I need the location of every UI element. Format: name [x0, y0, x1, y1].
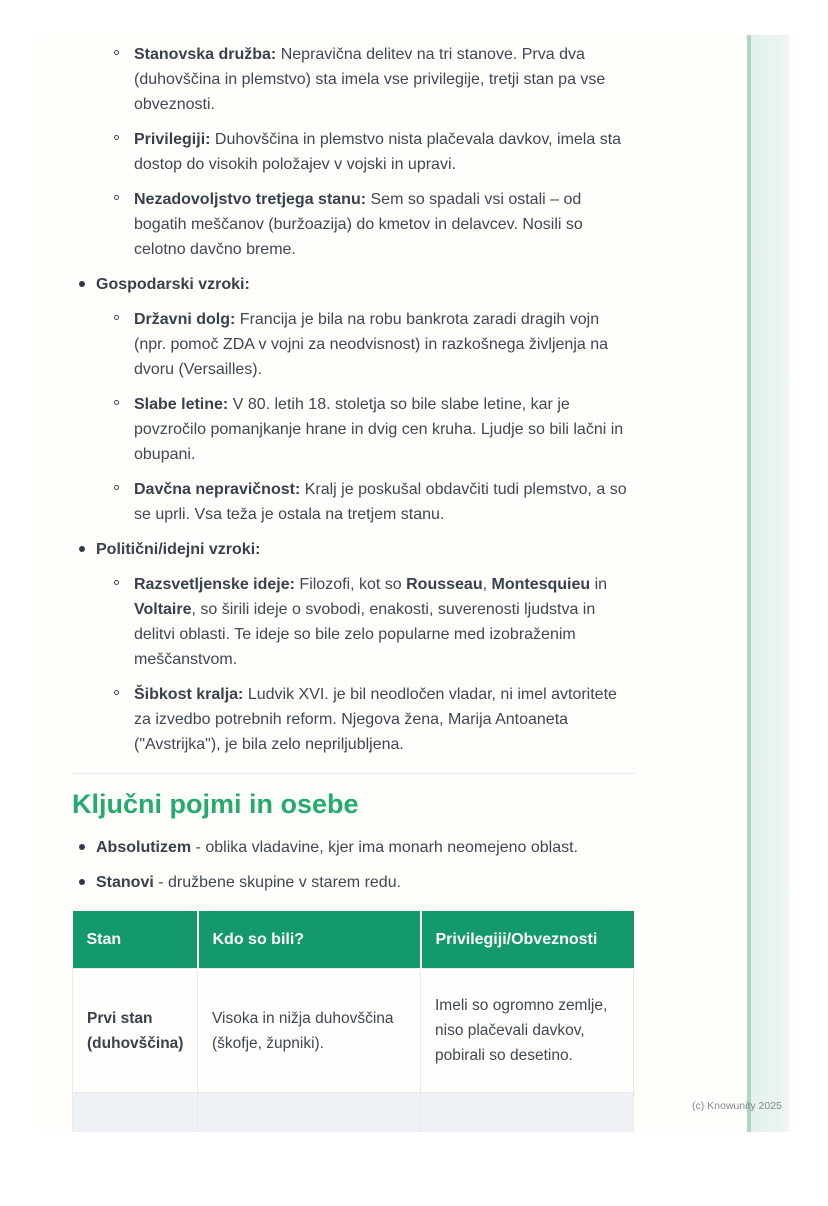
disc-bullet-icon: [79, 546, 85, 552]
document-content: [72, 35, 635, 1132]
term-text: Kralj je poskušal obdavčiti tudi plemstvo, a so se uprli. Vsa teža je ostala na tretjem stanu.: [134, 481, 627, 523]
circle-bullet-icon: [114, 690, 119, 695]
estates-table: [72, 911, 634, 1132]
cell-empty: [198, 1093, 421, 1133]
term-label: Slabe letine:: [134, 396, 229, 413]
term-text: Francija je bila na robu bankrota zaradi dragih vojn (npr. pomoč ZDA v vojni za neodvisnost) in razkošnega življenja na dvoru (Versailles).: [134, 311, 609, 378]
list-item: [72, 307, 635, 382]
term-text: Sem so spadali vsi ostali – od bogatih meščanov (buržoazija) do kmetov in delavcev. Nosili so celotno davčno breme.: [134, 191, 583, 258]
right-margin-stripe: [747, 35, 789, 1132]
disc-bullet-icon: [79, 879, 85, 885]
list-item-economic-causes: [72, 272, 635, 297]
term-text: Filozofi, kot so: [294, 576, 407, 593]
circle-bullet-icon: [114, 315, 119, 320]
term-label: Stanovi: [96, 874, 154, 891]
table-header-row: [73, 911, 634, 969]
section-divider: [72, 773, 635, 774]
circle-bullet-icon: [114, 580, 119, 585]
term-text: - oblika vladavine, kjer ima monarh neomejeno oblast.: [191, 839, 578, 856]
term-text: - družbene skupine v starem redu.: [153, 874, 402, 891]
term-label: Davčna nepravičnost:: [134, 481, 301, 498]
table-row-clipped: [73, 1093, 634, 1133]
circle-bullet-icon: [114, 50, 119, 55]
disc-bullet-icon: [79, 281, 85, 287]
cell-kdo: Visoka in nižja duhovščina (škofje, župniki).: [198, 969, 421, 1093]
economic-sublist: [72, 307, 635, 527]
term-label: Državni dolg:: [134, 311, 236, 328]
column-header-privilegiji: Privilegiji/Obveznosti: [421, 911, 634, 969]
list-item: [72, 572, 635, 672]
cell-stan: Prvi stan (duhovščina): [73, 969, 198, 1093]
term-text: Duhovščina in plemstvo nista plačevala davkov, imela sta dostop do visokih položajev v vojski in upravi.: [134, 131, 622, 173]
society-sublist: [72, 42, 635, 262]
cause-group-label: Politični/idejni vzroki:: [96, 541, 261, 558]
term-label: Privilegiji:: [134, 131, 211, 148]
column-header-kdo: Kdo so bili?: [198, 911, 421, 969]
watermark: (c) Knowunity 2025: [692, 1100, 782, 1112]
term-label: Absolutizem: [96, 839, 192, 856]
circle-bullet-icon: [114, 400, 119, 405]
list-item: [72, 127, 635, 177]
term-label: Razsvetljenske ideje:: [134, 576, 295, 593]
cell-empty: [421, 1093, 634, 1133]
section-title: Ključni pojmi in osebe: [72, 789, 359, 819]
circle-bullet-icon: [114, 135, 119, 140]
term-text: , so širili ideje o svobodi, enakosti, suverenosti ljudstva in delitvi oblasti. Te ideje so bile zelo popularne med izobraženim meščanstvom.: [134, 601, 596, 668]
list-item: [72, 477, 635, 527]
circle-bullet-icon: [114, 485, 119, 490]
column-header-stan: Stan: [73, 911, 198, 969]
list-item: [72, 392, 635, 467]
list-item-political-causes: [72, 537, 635, 562]
list-item: [72, 187, 635, 262]
person-name: Voltaire: [134, 601, 192, 618]
causes-list: [72, 537, 635, 562]
key-terms-list: [72, 835, 635, 895]
disc-bullet-icon: [79, 844, 85, 850]
cause-group-label: Gospodarski vzroki:: [96, 276, 250, 293]
term-text: V 80. letih 18. stoletja so bile slabe letine, kar je povzročilo pomanjkanje hrane in dvig cen kruha. Ljudje so bili lačni in obupani.: [134, 396, 624, 463]
cell-empty: [73, 1093, 198, 1133]
list-item: [72, 682, 635, 757]
term-label: Šibkost kralja:: [134, 686, 244, 703]
term-text: in: [590, 576, 608, 593]
term-label: Stanovska družba:: [134, 46, 277, 63]
list-item: [72, 42, 635, 117]
person-name: Montesquieu: [491, 576, 591, 593]
political-sublist: [72, 572, 635, 757]
circle-bullet-icon: [114, 195, 119, 200]
term-text: Ludvik XVI. je bil neodločen vladar, ni imel avtoritete za izvedbo potrebnih reform. Njegova žena, Marija Antoaneta ("Avstrijka"), je bila zelo nepriljubljena.: [134, 686, 617, 753]
list-item: [72, 870, 635, 895]
table-row: [73, 969, 634, 1093]
person-name: Rousseau: [406, 576, 483, 593]
term-text: ,: [482, 576, 492, 593]
term-label: Nezadovoljstvo tretjega stanu:: [134, 191, 367, 208]
list-item: [72, 835, 635, 860]
document-page: [38, 35, 790, 1132]
term-text: Nepravična delitev na tri stanove. Prva dva (duhovščina in plemstvo) sta imela vse privilegije, tretji stan pa vse obveznosti.: [134, 46, 606, 113]
cell-privilegiji: Imeli so ogromno zemlje, niso plačevali davkov, pobirali so desetino.: [421, 969, 634, 1093]
causes-list: [72, 272, 635, 297]
